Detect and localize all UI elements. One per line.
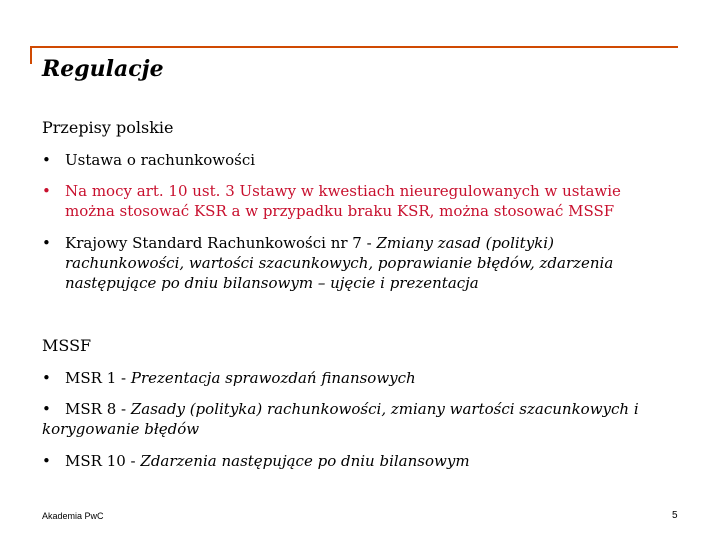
list-item xyxy=(42,150,682,170)
list-item-text: MSR 8 - Zasady (polityka) rachunkowości, zmiany wartości szacunkowych i korygowanie błędów xyxy=(42,400,639,438)
list-item-text: MSR 1 - Prezentacja sprawozdań finansowych xyxy=(65,369,416,387)
list-item xyxy=(42,181,662,221)
page-number: 5 xyxy=(672,510,678,521)
bullet-icon: • xyxy=(42,452,51,470)
list-item-text: Ustawa o rachunkowości xyxy=(65,151,256,169)
bullet-icon: • xyxy=(42,400,51,418)
bullet-icon: • xyxy=(42,234,51,252)
title-rule xyxy=(30,46,678,48)
page-title: Regulacje xyxy=(42,56,164,82)
list-item xyxy=(42,451,682,471)
list-item xyxy=(42,368,682,388)
bullet-icon: • xyxy=(42,182,51,200)
list-item xyxy=(42,233,667,293)
list-item-text: Na mocy art. 10 ust. 3 Ustawy w kwestiach nieuregulowanych w ustawie można stosować KSR a w przypadku braku KSR, można stosować MSSF xyxy=(65,182,621,220)
bullet-icon: • xyxy=(42,151,51,169)
footer-brand: Akademia PwC xyxy=(42,511,104,521)
section-heading-mssf: MSSF xyxy=(42,336,92,355)
title-rule-corner xyxy=(30,46,32,64)
list-item xyxy=(42,399,690,439)
bullet-icon: • xyxy=(42,369,51,387)
list-item-text: Krajowy Standard Rachunkowości nr 7 - Zmiany zasad (polityki) rachunkowości, wartości szacunkowych, poprawianie błędów, zdarzenia następujące po dniu bilansowym – ujęcie i prezentacja xyxy=(65,234,614,292)
section-heading-polish: Przepisy polskie xyxy=(42,118,174,137)
list-item-text: MSR 10 - Zdarzenia następujące po dniu bilansowym xyxy=(65,452,470,470)
